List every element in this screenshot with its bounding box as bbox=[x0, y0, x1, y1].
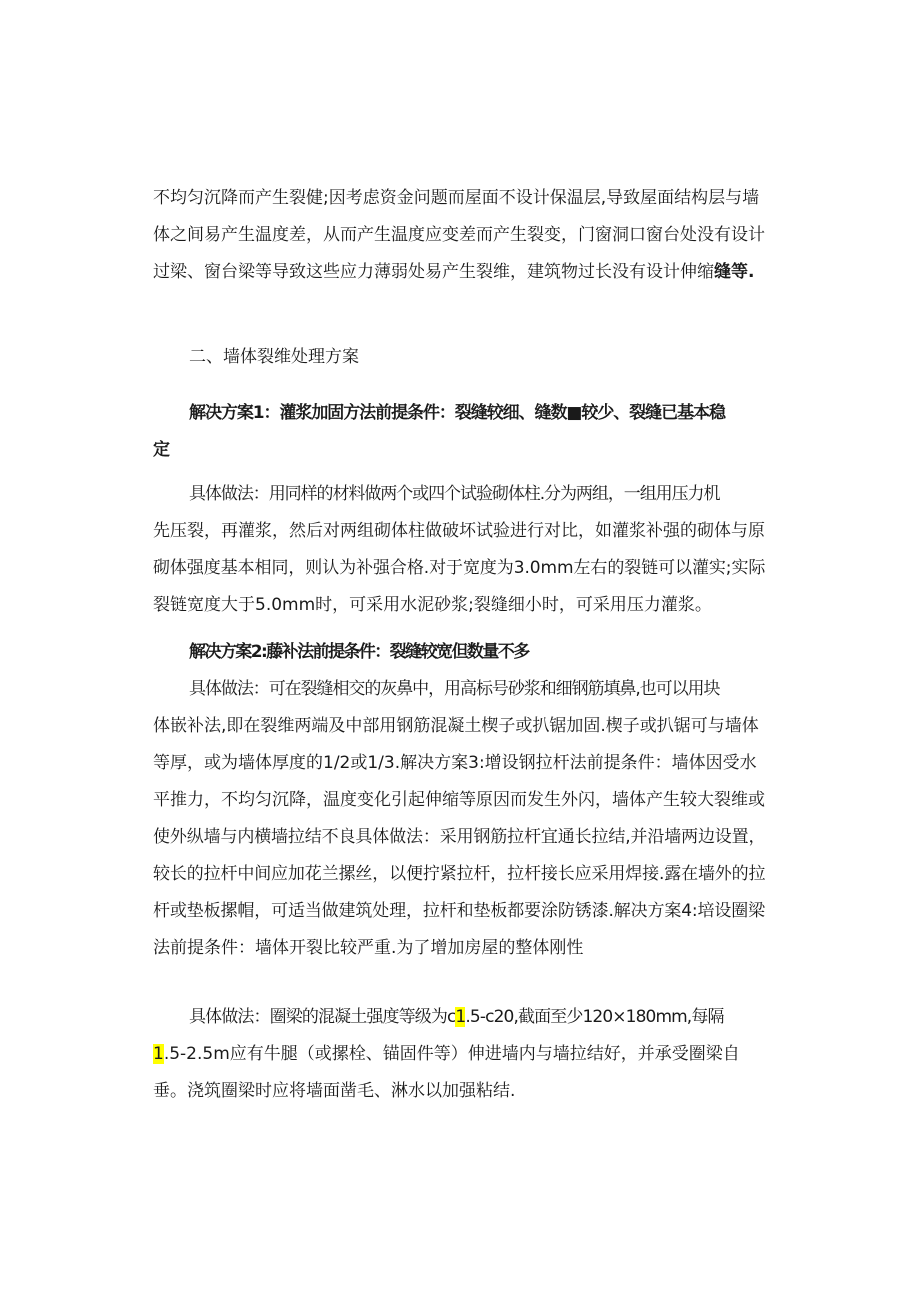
solution4-method-line: 垂。浇筑圈梁时应将墙面凿毛、淋水以加强粘结. bbox=[153, 1081, 516, 1101]
intro-line-text: 过梁、窗台梁等导致这些应力薄弱处易产生裂维，建筑物过长没有设计伸缩 bbox=[153, 262, 714, 282]
solution4-method-line bbox=[153, 1036, 765, 1073]
solution1-method-line: 砌体强度基本相同，则认为补强合格.对于宽度为3.0mm左右的裂链可以灌实;实际 bbox=[153, 558, 766, 578]
solution2-method-line: 体嵌补法,即在裂维两端及中部用钢筋混凝土楔子或扒锯加固.楔子或扒锯可与墙体 bbox=[153, 716, 759, 736]
highlighted-text: 1 bbox=[455, 1007, 466, 1027]
solution2-heading-line: 解决方案2:藤补法前提条件：裂缝较宽但数量不多 bbox=[189, 642, 529, 662]
solution2-heading bbox=[153, 634, 765, 671]
solution1-method-line: 具体做法：用同样的材料做两个或四个试验砌体柱.分为两组，一组用压力机 bbox=[189, 484, 720, 504]
highlighted-text: 1 bbox=[153, 1044, 164, 1064]
solution4-method bbox=[153, 999, 765, 1110]
solution4-text: .5-c20,截面至少120×180mm,每隔 bbox=[465, 1007, 724, 1027]
solution2-method-line: 法前提条件：墙体开裂比较严重.为了增加房屋的整体刚性 bbox=[153, 938, 584, 958]
intro-line bbox=[153, 254, 765, 291]
solution2-method-line: 使外纵墙与内横墙拉结不良具体做法：采用钢筋拉杆宜通长拉结,并沿墙两边设置， bbox=[153, 827, 766, 847]
intro-line: 不均匀沉降而产生裂健;因考虑资金问题而屋面不设计保温层,导致屋面结构层与墙 bbox=[153, 188, 760, 208]
solution2-method-line: 较长的拉杆中间应加花兰摞丝，以便拧紧拉杆，拉杆接长应采用焊接.露在墙外的拉 bbox=[153, 864, 766, 884]
solution2-method-line: 等厚，或为墙体厚度的1/2或1/3.解决方案3:增设钢拉杆法前提条件：墙体因受水 bbox=[153, 753, 757, 773]
section-heading-text: 二、墙体裂维处理方案 bbox=[189, 347, 359, 367]
solution2-method bbox=[153, 671, 765, 967]
solution2-method-line: 平推力，不均匀沉降，温度变化引起伸缩等原因而发生外闪，墙体产生较大裂维或 bbox=[153, 790, 765, 810]
solution2-method-line: 具体做法：可在裂缝相交的灰鼻中，用高标号砂浆和细钢筋填鼻,也可以用块 bbox=[189, 679, 720, 699]
solution1-heading-line: 解决方案1：灌浆加固方法前提条件：裂缝较细、缝数■较少、裂缝已基本稳 bbox=[189, 403, 725, 423]
solution4-method-line bbox=[153, 999, 765, 1036]
solution1-method-line: 裂链宽度大于5.0mm时，可采用水泥砂浆;裂缝细小时，可采用压力灌浆。 bbox=[153, 595, 712, 615]
solution4-text: 具体做法：圈梁的混凝土强度等级为c bbox=[189, 1007, 456, 1027]
solution1-method-line: 先压裂，再灌浆，然后对两组砌体柱做破坏试验进行对比，如灌浆补强的砌体与原 bbox=[153, 521, 765, 541]
section-heading bbox=[153, 339, 765, 376]
solution1-heading-line: 定 bbox=[153, 440, 170, 460]
solution2-method-line: 杆或垫板摞帽，可适当做建筑处理，拉杆和垫板都要涂防锈漆.解决方案4:培设圈梁 bbox=[153, 901, 765, 921]
solution4-text: .5-2.5m应有牛腿（或摞栓、锚固件等）伸进墙内与墙拉结好，并承受圈梁自 bbox=[163, 1044, 740, 1064]
intro-line: 体之间易产生温度差，从而产生温度应变差而产生裂变，门窗洞口窗台处没有设计 bbox=[153, 225, 765, 245]
intro-bold-tail: 缝等. bbox=[714, 262, 755, 282]
intro-paragraph bbox=[153, 180, 765, 291]
solution1-heading bbox=[153, 395, 765, 469]
solution1-method bbox=[153, 476, 765, 624]
